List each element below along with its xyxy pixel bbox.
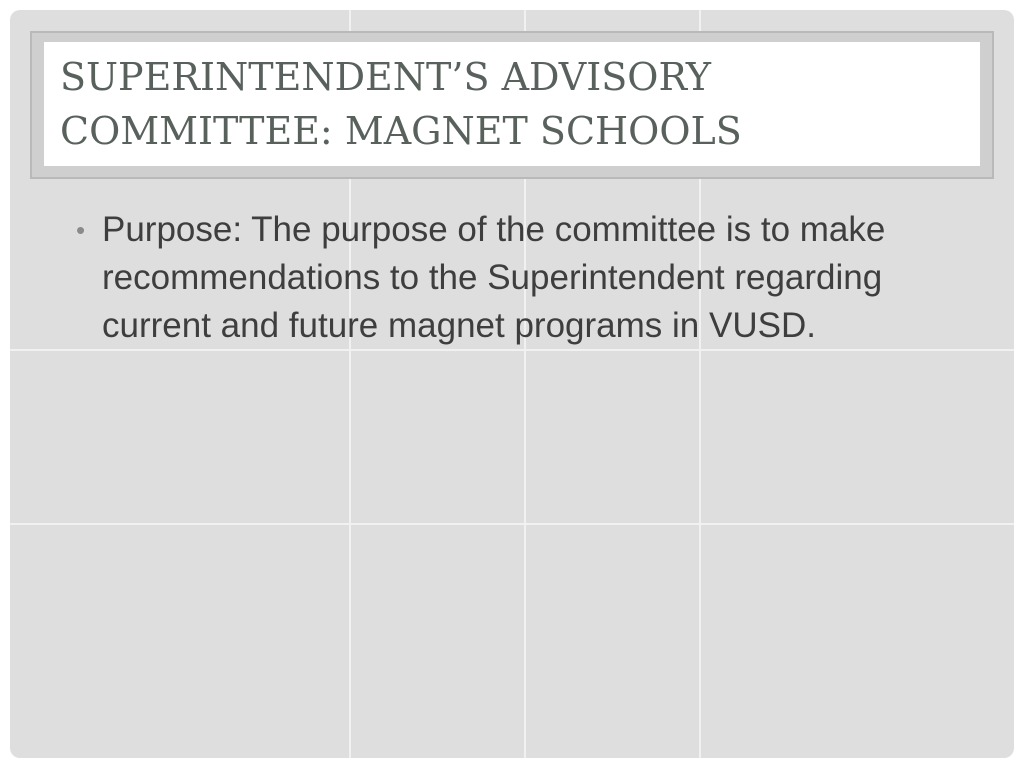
title-frame xyxy=(30,31,994,179)
bullet-list xyxy=(70,206,970,350)
grid-line xyxy=(10,523,1014,525)
title-box xyxy=(44,42,980,166)
bullet-text: Purpose: The purpose of the committee is to make recommendations to the Superintendent regarding current and future magnet programs in VUSD. xyxy=(102,210,886,345)
bullet-icon: • xyxy=(76,215,86,245)
slide-title: SUPERINTENDENT’S ADVISORY COMMITTEE: MAGNET SCHOOLS xyxy=(60,55,742,153)
bullet-item xyxy=(70,206,970,350)
slide xyxy=(10,10,1014,758)
